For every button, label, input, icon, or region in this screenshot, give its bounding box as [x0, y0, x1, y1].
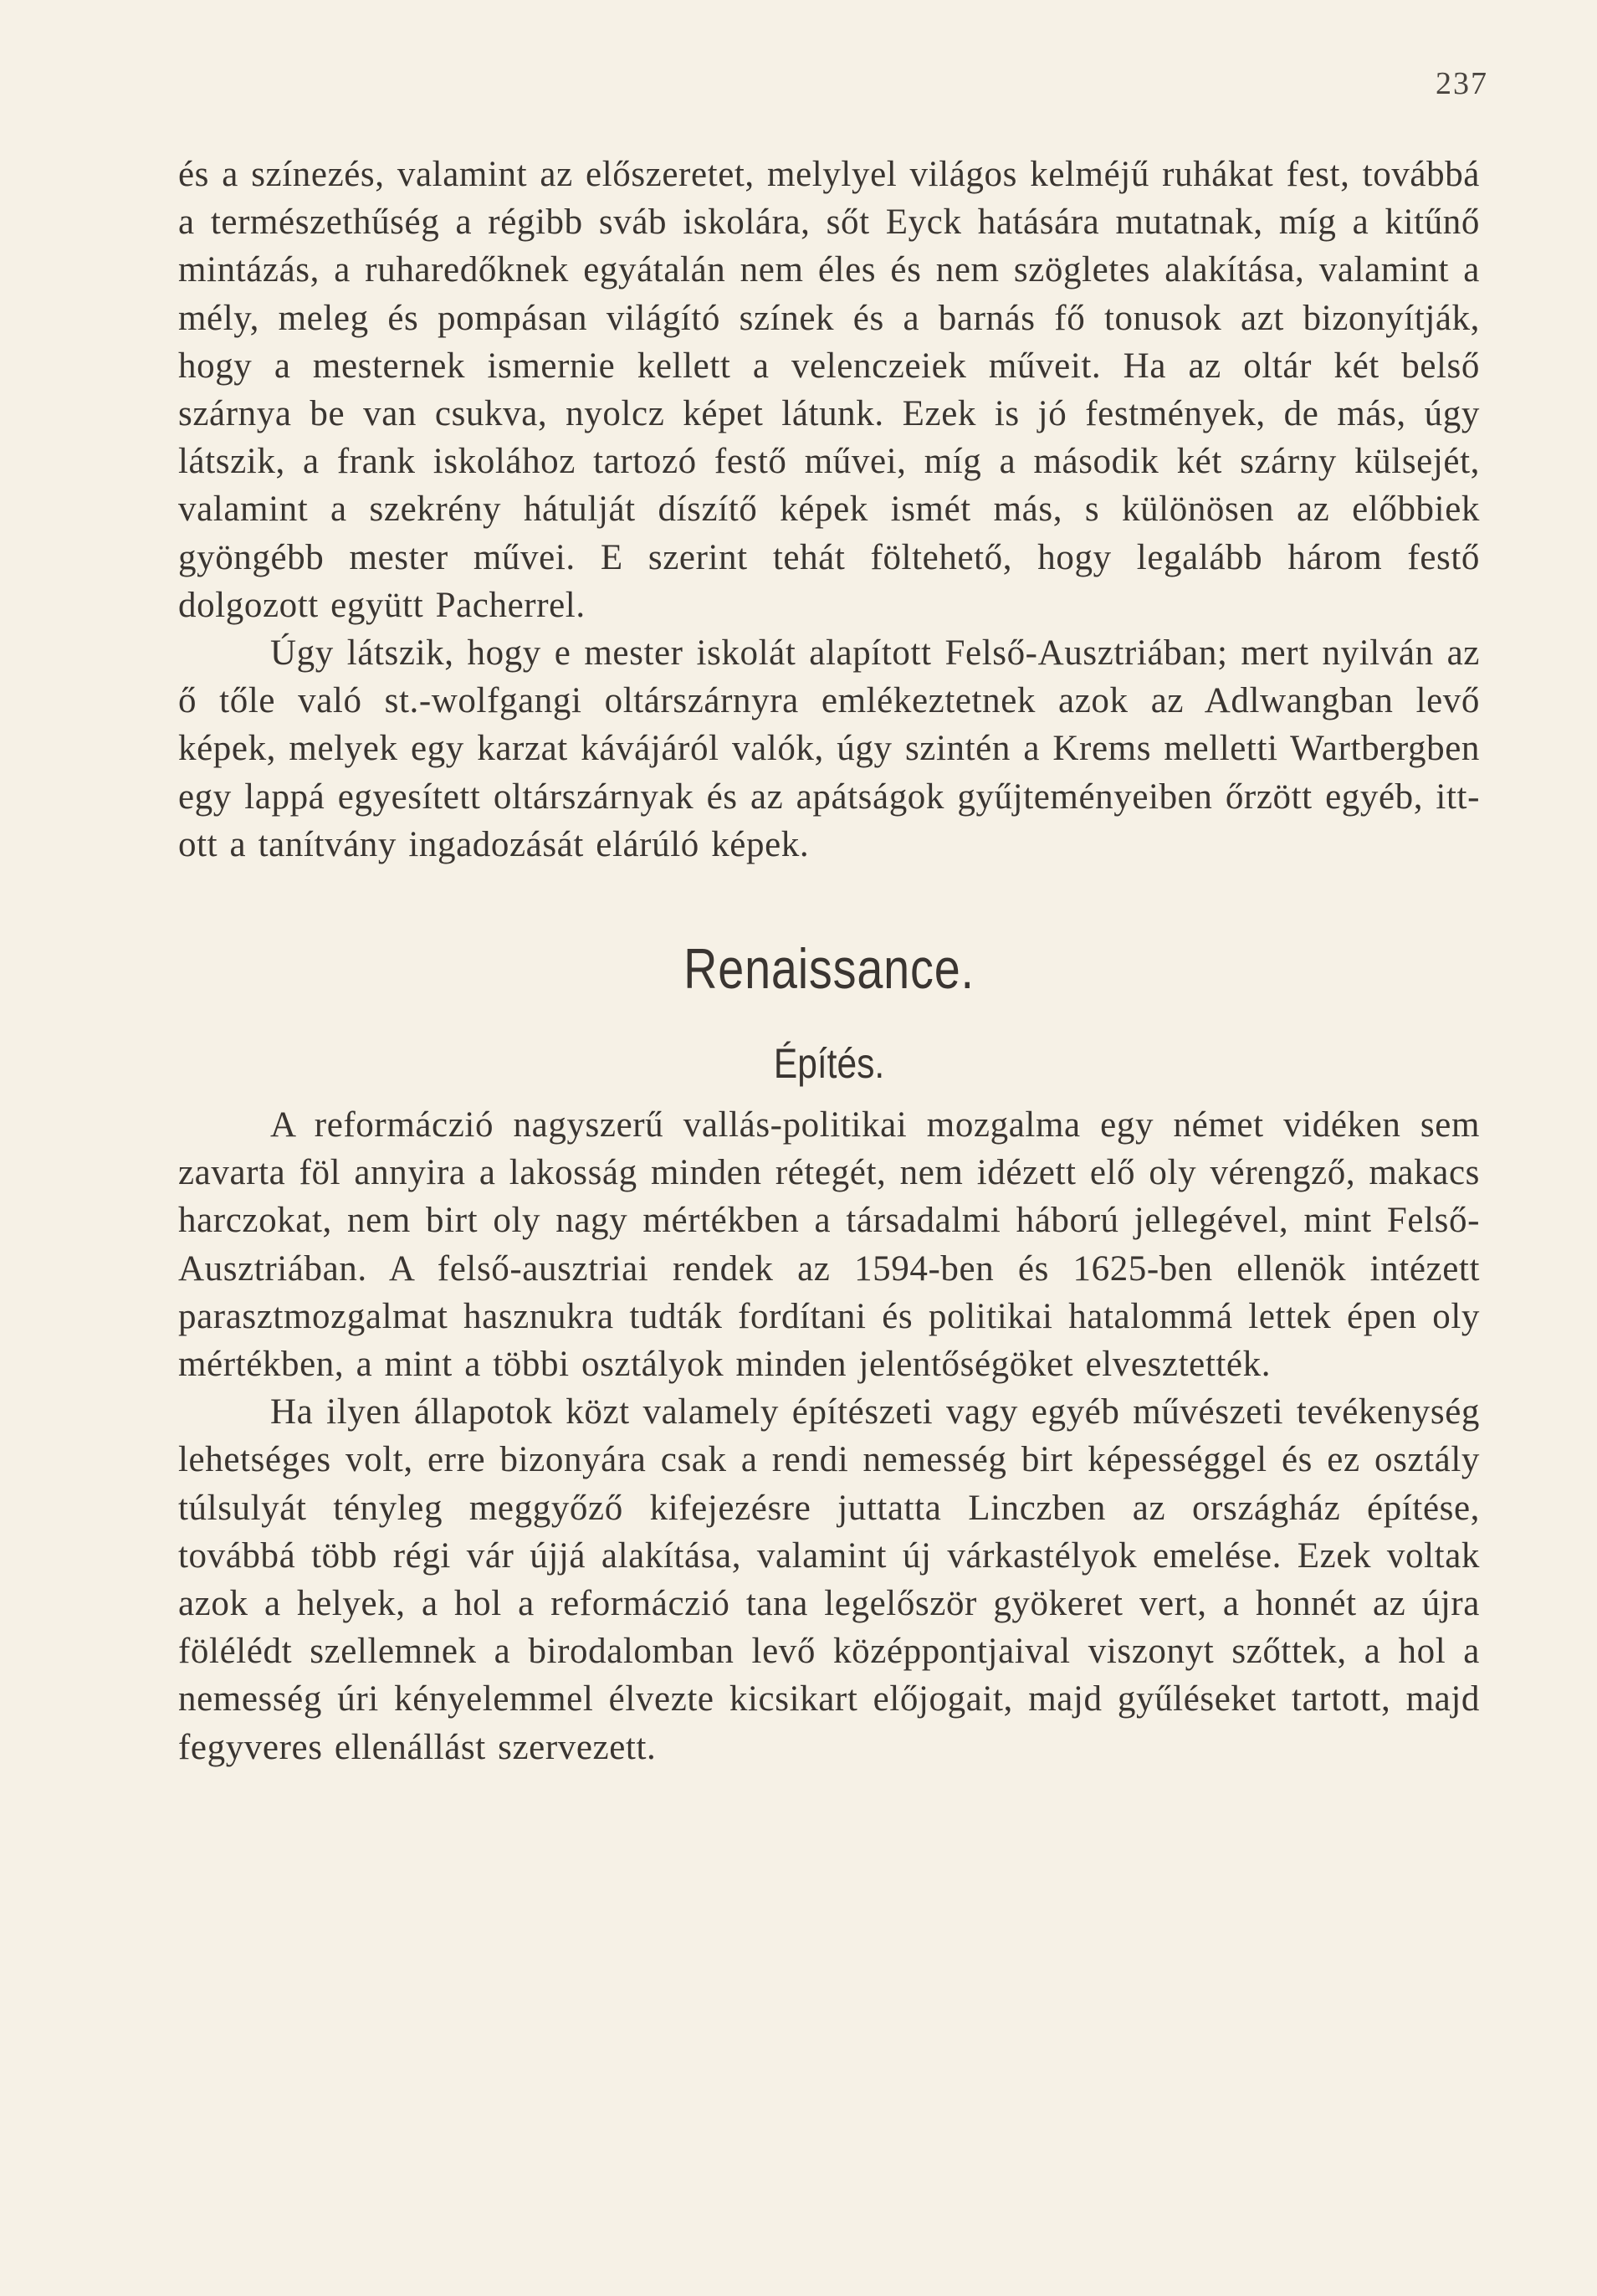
- page-content: [178, 151, 1480, 1771]
- paragraph-school: Úgy látszik, hogy e mester iskolát alapított Felső-Ausztriában; mert nyilván az ő tőle való st.-wolfgangi oltárszárnyra emlékeztetnek azok az Adlwangban levő képek, melyek egy karzat kávájáról valók, úgy szintén a Krems melletti Wartbergben egy lappá egyesített oltárszárnyak és az apátságok gyűjteményeiben őrzött egyéb, itt-ott a tanítvány ingadozását elárúló képek.: [178, 633, 1480, 864]
- paragraph-continued: és a színezés, valamint az előszeretet, melylyel világos kelméjű ruhákat fest, továbbá a természethűség a régibb sváb iskolára, sőt Eyck hatására mutatnak, míg a kitűnő mintázás, a ruharedőknek egyátalán nem éles és nem szögletes alakítása, valamint a mély, meleg és pompásan világító színek és a barnás fő tonusok azt bizonyítják, hogy a mesternek ismernie kellett a velenczeiek műveit. Ha az oltár két belső szárnya be van csukva, nyolcz képet látunk. Ezek is jó festmények, de más, úgy látszik, a frank iskolához tartozó festő művei, míg a második két szárny külsejét, valamint a szekrény hátulját díszítő képek ismét más, s különösen az előbbiek gyöngébb mester művei. E szerint tehát föltehető, hogy legalább három festő dolgozott együtt Pacherrel.: [178, 155, 1480, 625]
- subsection-title: Építés.: [773, 1040, 885, 1088]
- section-title: Renaissance.: [683, 937, 975, 1002]
- paragraph-reformation: A reformáczió nagyszerű vallás-politikai mozgalma egy német vidéken sem zavarta föl annyira a lakosság minden rétegét, nem idézett elő oly vérengző, makacs harczokat, nem birt oly nagy mértékben a társadalmi háború jellegével, mint Felső-Ausztriában. A felső-ausztriai rendek az 1594-ben és 1625-ben ellenök intézett parasztmozgalmat hasznukra tudták fordítani és politikai hatalommá lettek épen oly mértékben, a mint a többi osztályok minden jelentőségöket elvesztették.: [178, 1105, 1480, 1385]
- paragraph-architecture: Ha ilyen állapotok közt valamely építészeti vagy egyéb művészeti tevékenység lehetséges volt, erre bizonyára csak a rendi nemesség birt képességgel és ez osztály túlsulyát tényleg meggyőző kifejezésre juttatta Linczben az országház építése, továbbá több régi vár újjá alakítása, valamint új várkastélyok emelése. Ezek voltak azok a helyek, a hol a reformáczió tana legelőször gyökeret vert, a honnét az újra fölélédt szellemnek a birodalomban levő középpontjaival viszonyt szőttek, a hol a nemesség úri kényelemmel élvezte kicsikart előjogait, majd gyűléseket tartott, majd fegyveres ellenállást szervezett.: [178, 1392, 1480, 1767]
- page-number: 237: [1436, 66, 1488, 101]
